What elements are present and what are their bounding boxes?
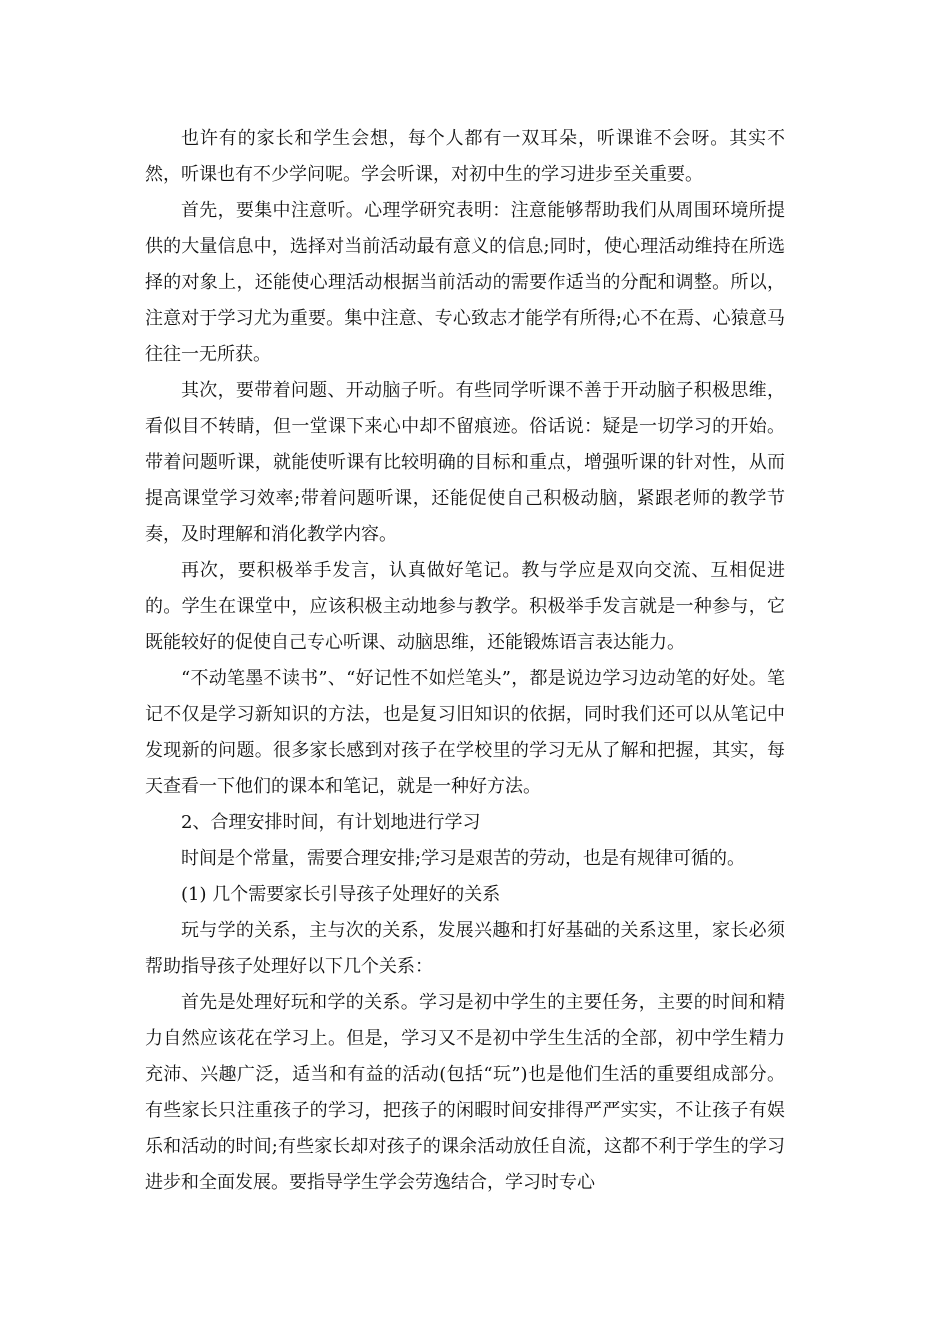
paragraph-relationships-overview: 玩与学的关系，主与次的关系，发展兴趣和打好基础的关系这里，家长必须帮助指导孩子处理好以下几个关系： bbox=[145, 920, 785, 977]
paragraph-time-is-constant: 时间是个常量，需要合理安排;学习是艰苦的劳动，也是有规律可循的。 bbox=[181, 848, 746, 869]
paragraph-play-and-study: 首先是处理好玩和学的关系。学习是初中学生的主要任务，主要的时间和精力自然应该花在学习上。但是，学习又不是初中学生生活的全部，初中学生精力充沛、兴趣广泛，适当和有益的活动(包括“玩”)也是他们生活的重要组成部分。有些家长只注重孩子的学习，把孩子的闲暇时间安排得严严实实，不让孩子有娱乐和活动的时间;有些家长却对孩子的课余活动放任自流，这都不利于学生的学习进步和全面发展。要指导学生学会劳逸结合，学习时专心 bbox=[145, 992, 785, 1193]
paragraph-speak-and-take-notes: 再次，要积极举手发言，认真做好笔记。教与学应是双向交流、互相促进的。学生在课堂中，应该积极主动地参与教学。积极举手发言就是一种参与，它既能较好的促使自己专心听课、动脑思维，还能锻炼语言表达能力。 bbox=[145, 560, 785, 653]
paragraph-note-benefits: “不动笔墨不读书”、“好记性不如烂笔头”，都是说边学习边动笔的好处。笔记不仅是学习新知识的方法，也是复习旧知识的依据，同时我们还可以从笔记中发现新的问题。很多家长感到对孩子在学校里的学习无从了解和把握，其实，每天查看一下他们的课本和笔记，就是一种好方法。 bbox=[145, 668, 785, 797]
section-heading-time-planning: 2、合理安排时间，有计划地进行学习 bbox=[181, 812, 481, 833]
paragraph-focus-attention: 首先，要集中注意听。心理学研究表明：注意能够帮助我们从周围环境所提供的大量信息中，选择对当前活动最有意义的信息;同时，使心理活动维持在所选择的对象上，还能使心理活动根据当前活动的需要作适当的分配和调整。所以，注意对于学习尤为重要。集中注意、专心致志才能学有所得;心不在焉、心猿意马往往一无所获。 bbox=[145, 200, 785, 365]
paragraph-intro: 也许有的家长和学生会想，每个人都有一双耳朵，听课谁不会呀。其实不然，听课也有不少学问呢。学会听课，对初中生的学习进步至关重要。 bbox=[145, 128, 785, 185]
subsection-heading-relationships: (1) 几个需要家长引导孩子处理好的关系 bbox=[181, 884, 501, 905]
document-page bbox=[145, 121, 785, 1201]
paragraph-listen-with-questions: 其次，要带着问题、开动脑子听。有些同学听课不善于开动脑子积极思维，看似目不转睛，但一堂课下来心中却不留痕迹。俗话说：疑是一切学习的开始。带着问题听课，就能使听课有比较明确的目标和重点，增强听课的针对性，从而提高课堂学习效率;带着问题听课，还能促使自己积极动脑，紧跟老师的教学节奏，及时理解和消化教学内容。 bbox=[145, 380, 785, 545]
